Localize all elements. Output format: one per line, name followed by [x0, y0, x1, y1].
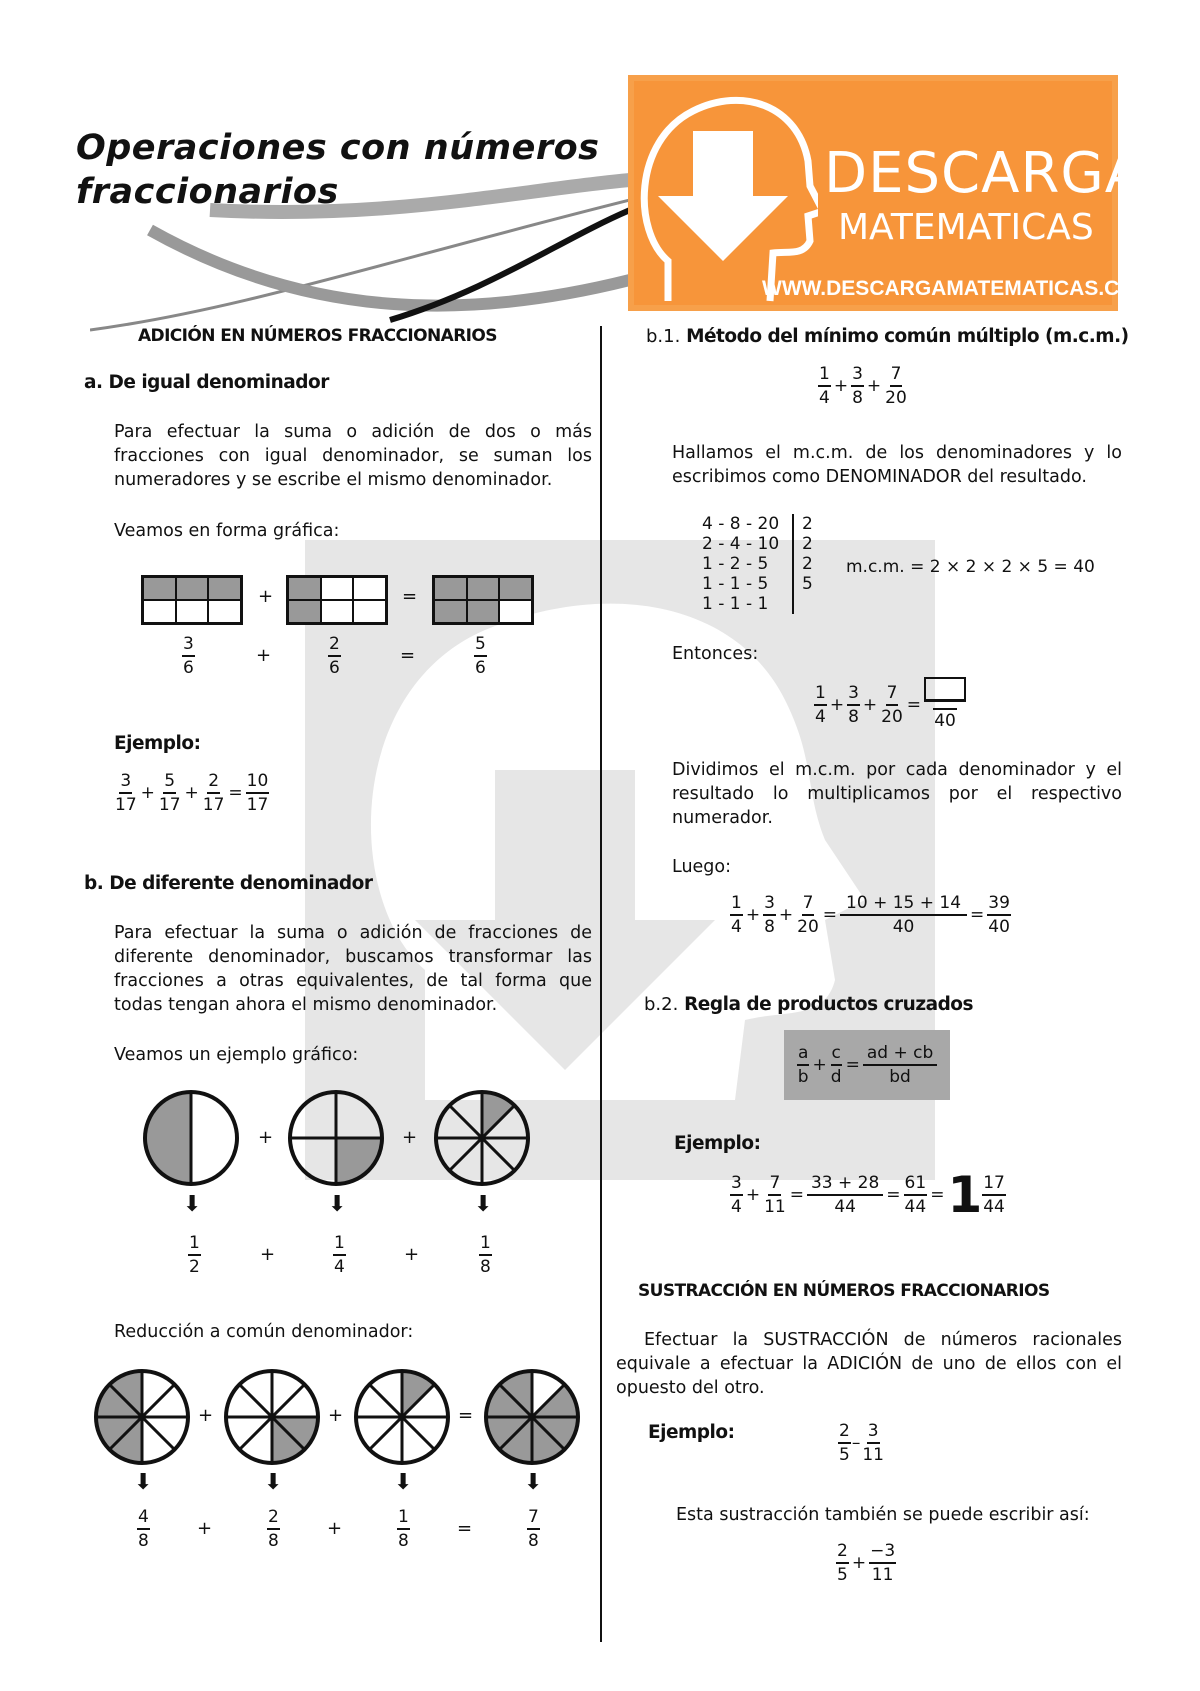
fraction: $\frac{7}{8}$ — [528, 1507, 539, 1551]
subsection-b2 — [644, 994, 973, 1015]
equals-sign: = — [400, 645, 416, 666]
fraction: $\frac{7}{20}$ — [797, 893, 819, 937]
bar-3-6 — [141, 575, 243, 625]
fraction: $\frac{1}{8}$ — [398, 1507, 409, 1551]
circle-eighth — [432, 1088, 532, 1188]
fraction: $\frac{5}{17}$ — [158, 771, 181, 815]
arrow-down-icon: ⬇ — [394, 1470, 413, 1495]
fraction: $\frac{c}{d}$ — [830, 1043, 842, 1087]
head-arrow-icon — [638, 91, 818, 306]
sub-alt-expression: $\frac{2}{5}$ + $\frac{-3}{11}$ — [837, 1541, 896, 1585]
fraction: $\frac{2}{6}$ — [329, 634, 340, 678]
fraction: $\frac{3}{11}$ — [862, 1421, 884, 1465]
fraction: $\frac{7}{20}$ — [881, 682, 903, 727]
circle-1-8 — [352, 1367, 452, 1467]
page-title-line2: fraccionarios — [76, 172, 339, 212]
fraction: $\frac{61}{44}$ — [904, 1173, 927, 1217]
arrow-down-icon: ⬇ — [183, 1192, 202, 1217]
subsection-b — [84, 873, 372, 894]
plus-sign: + — [404, 1244, 420, 1265]
plus-sign: + — [260, 1244, 276, 1265]
entonces-label: Entonces: — [672, 644, 759, 664]
fraction: $\frac{17}{44}$ — [983, 1173, 1005, 1217]
plus-sign: + — [258, 1127, 274, 1148]
b-paragraph: Para efectuar la suma o adición de fracciones de diferente denominador, buscamos transformar las fracciones a otras equivalentes, de tal forma que todas tengan ahora el mismo denominador. — [114, 923, 592, 1015]
cross-product-formula: $\frac{a}{b}$ + $\frac{c}{d}$ = $\frac{ad + cb}{bd}$ — [784, 1030, 950, 1100]
div-paragraph: Dividimos el m.c.m. por cada denominador y el resultado lo multiplicamos por el respectivo numerador. — [672, 760, 1122, 828]
fraction: $\frac{1}{4}$ — [815, 682, 826, 727]
subsection-b2-marker: b.2. — [644, 994, 679, 1015]
luego-expression: $\frac{1}{4}$ + $\frac{3}{8}$ + $\frac{7}{20}$ = $\frac{10 + 15 + 14}{40}$ = $\frac{39}{40}$ — [731, 893, 1010, 937]
b1-paragraph-2: escribimos como DENOMINADOR del resultado. — [672, 467, 1087, 487]
fraction: $\frac{1}{2}$ — [189, 1233, 200, 1277]
arrow-down-icon: ⬇ — [474, 1192, 493, 1217]
subsection-a — [84, 372, 329, 393]
plus-sign: + — [197, 1518, 213, 1539]
fraction: $\frac{1}{4}$ — [731, 893, 742, 937]
fraction: $\frac{4}{8}$ — [138, 1507, 149, 1551]
subsection-a-marker: a. — [84, 372, 103, 393]
subsection-b1-marker: b.1. — [646, 326, 681, 347]
fraction: $\frac{2}{5}$ — [839, 1421, 850, 1465]
mcm-result: m.c.m. = 2 × 2 × 2 × 5 = 40 — [846, 557, 1095, 577]
plus-sign: + — [258, 586, 274, 607]
b1-paragraph-1: Hallamos el m.c.m. de los denominadores y lo — [672, 443, 1122, 463]
arrow-down-icon: ⬇ — [524, 1470, 543, 1495]
arrow-down-icon: ⬇ — [264, 1470, 283, 1495]
brand-logo — [628, 75, 1154, 311]
fraction: $\frac{33 + 28}{44}$ — [807, 1172, 883, 1218]
fraction: $\frac{10 + 15 + 14}{40}$ — [840, 892, 967, 938]
mcm-table: 4 - 8 - 20 2 2 - 4 - 10 2 1 - 2 - 5 2 1 - 1 - 5 5 1 - 1 - 1 — [702, 514, 813, 614]
plus-sign: + — [256, 645, 272, 666]
brand-url[interactable]: WWW.DESCARGAMATEMATICAS.COM — [762, 277, 1154, 300]
fraction: $\frac{7}{11}$ — [764, 1173, 786, 1217]
column-divider — [600, 326, 602, 1642]
subsection-b-marker: b. — [84, 873, 104, 894]
entonces-expression: $\frac{1}{4}$ + $\frac{3}{8}$ + $\frac{7}{20}$ = 40 — [814, 677, 966, 732]
fraction: $\frac{3}{8}$ — [852, 364, 863, 408]
sub-paragraph: Efectuar la SUSTRACCIÓN de números racionales equivale a efectuar la ADICIÓN de uno de ellos con el opuesto del otro. — [616, 1330, 1122, 1398]
equals-sign: = — [458, 1405, 474, 1426]
fraction: $\frac{3}{17}$ — [115, 771, 137, 815]
fraction: $\frac{3}{4}$ — [731, 1173, 742, 1217]
sub-example-label: Ejemplo: — [648, 1422, 735, 1443]
bar-5-6 — [432, 575, 534, 625]
fraction: $\frac{5}{6}$ — [475, 634, 486, 678]
plus-sign: + — [327, 1518, 343, 1539]
example-label: Ejemplo: — [114, 733, 201, 754]
circle-2-8 — [222, 1367, 322, 1467]
fraction: $\frac{1}{4}$ — [819, 364, 830, 408]
subsection-b1-title: Método del mínimo común múltiplo (m.c.m.) — [686, 326, 1129, 347]
mixed-whole: 1 — [947, 1166, 983, 1224]
arrow-down-icon: ⬇ — [328, 1192, 347, 1217]
plus-sign: + — [402, 1127, 418, 1148]
reduction-label: Reducción a común denominador: — [114, 1322, 414, 1342]
fraction: $\frac{7}{20}$ — [885, 364, 907, 408]
fraction: $\frac{2}{8}$ — [268, 1507, 279, 1551]
b1-expression: $\frac{1}{4}$ + $\frac{3}{8}$ + $\frac{7}{20}$ — [819, 364, 907, 408]
page-title — [76, 126, 599, 214]
fraction: $\frac{a}{b}$ — [797, 1043, 809, 1087]
subsection-a-title: De igual denominador — [108, 372, 329, 393]
fraction: $\frac{2}{5}$ — [837, 1541, 848, 1585]
blank-fraction: 40 — [924, 677, 966, 732]
fraction: $\frac{ad + cb}{bd}$ — [863, 1042, 937, 1088]
bar-2-6 — [286, 575, 388, 625]
example-label: Ejemplo: — [674, 1133, 761, 1154]
circle-4-8 — [92, 1367, 192, 1467]
section-title-addition: ADICIÓN EN NÚMEROS FRACCIONARIOS — [138, 326, 497, 346]
arrow-down-icon: ⬇ — [134, 1470, 153, 1495]
circle-7-8 — [482, 1367, 582, 1467]
equals-sign: = — [402, 586, 418, 607]
cross-example-expression: $\frac{3}{4}$ + $\frac{7}{11}$ = $\frac{33 + 28}{44}$ = $\frac{61}{44}$ = 1 $\frac{17}{44}$ — [731, 1166, 1005, 1224]
sub-alt-text: Esta sustracción también se puede escribir así: — [676, 1505, 1090, 1525]
subsection-b-title: De diferente denominador — [109, 873, 373, 894]
luego-label: Luego: — [672, 857, 732, 877]
example-expression: $\frac{3}{17}$ + $\frac{5}{17}$ + $\frac{2}{17}$ = $\frac{10}{17}$ — [115, 771, 269, 815]
fraction: $\frac{1}{4}$ — [334, 1233, 345, 1277]
page-title-line1: Operaciones con números — [76, 128, 600, 168]
brand-name-1: DESCARGA — [824, 141, 1145, 206]
brand-name-2: MATEMATICAS — [838, 207, 1094, 248]
section-title-subtraction: SUSTRACCIÓN EN NÚMEROS FRACCIONARIOS — [638, 1281, 1050, 1301]
fraction: $\frac{3}{6}$ — [183, 634, 194, 678]
subsection-b2-title: Regla de productos cruzados — [684, 994, 974, 1015]
plus-sign: + — [328, 1405, 344, 1426]
subsection-b1 — [646, 326, 1129, 347]
equals-sign: = — [457, 1518, 473, 1539]
fraction: $\frac{10}{17}$ — [246, 771, 269, 815]
fraction: $\frac{39}{40}$ — [988, 893, 1010, 937]
fraction: $\frac{2}{17}$ — [202, 771, 225, 815]
plus-sign: + — [198, 1405, 214, 1426]
fraction: $\frac{1}{8}$ — [480, 1233, 491, 1277]
a-graphic-label: Veamos en forma gráfica: — [114, 521, 340, 541]
fraction: $\frac{3}{8}$ — [764, 893, 775, 937]
fraction: $\frac{-3}{11}$ — [870, 1541, 896, 1585]
circle-quarter — [286, 1088, 386, 1188]
fraction: $\frac{3}{8}$ — [848, 682, 859, 727]
sub-example-expression: $\frac{2}{5}$ – $\frac{3}{11}$ — [839, 1421, 884, 1465]
b-graphic-label: Veamos un ejemplo gráfico: — [114, 1045, 359, 1065]
a-paragraph: Para efectuar la suma o adición de dos o más fracciones con igual denominador, se suman los numeradores y se escribe el mismo denominador. — [114, 422, 592, 490]
circle-half — [141, 1088, 241, 1188]
